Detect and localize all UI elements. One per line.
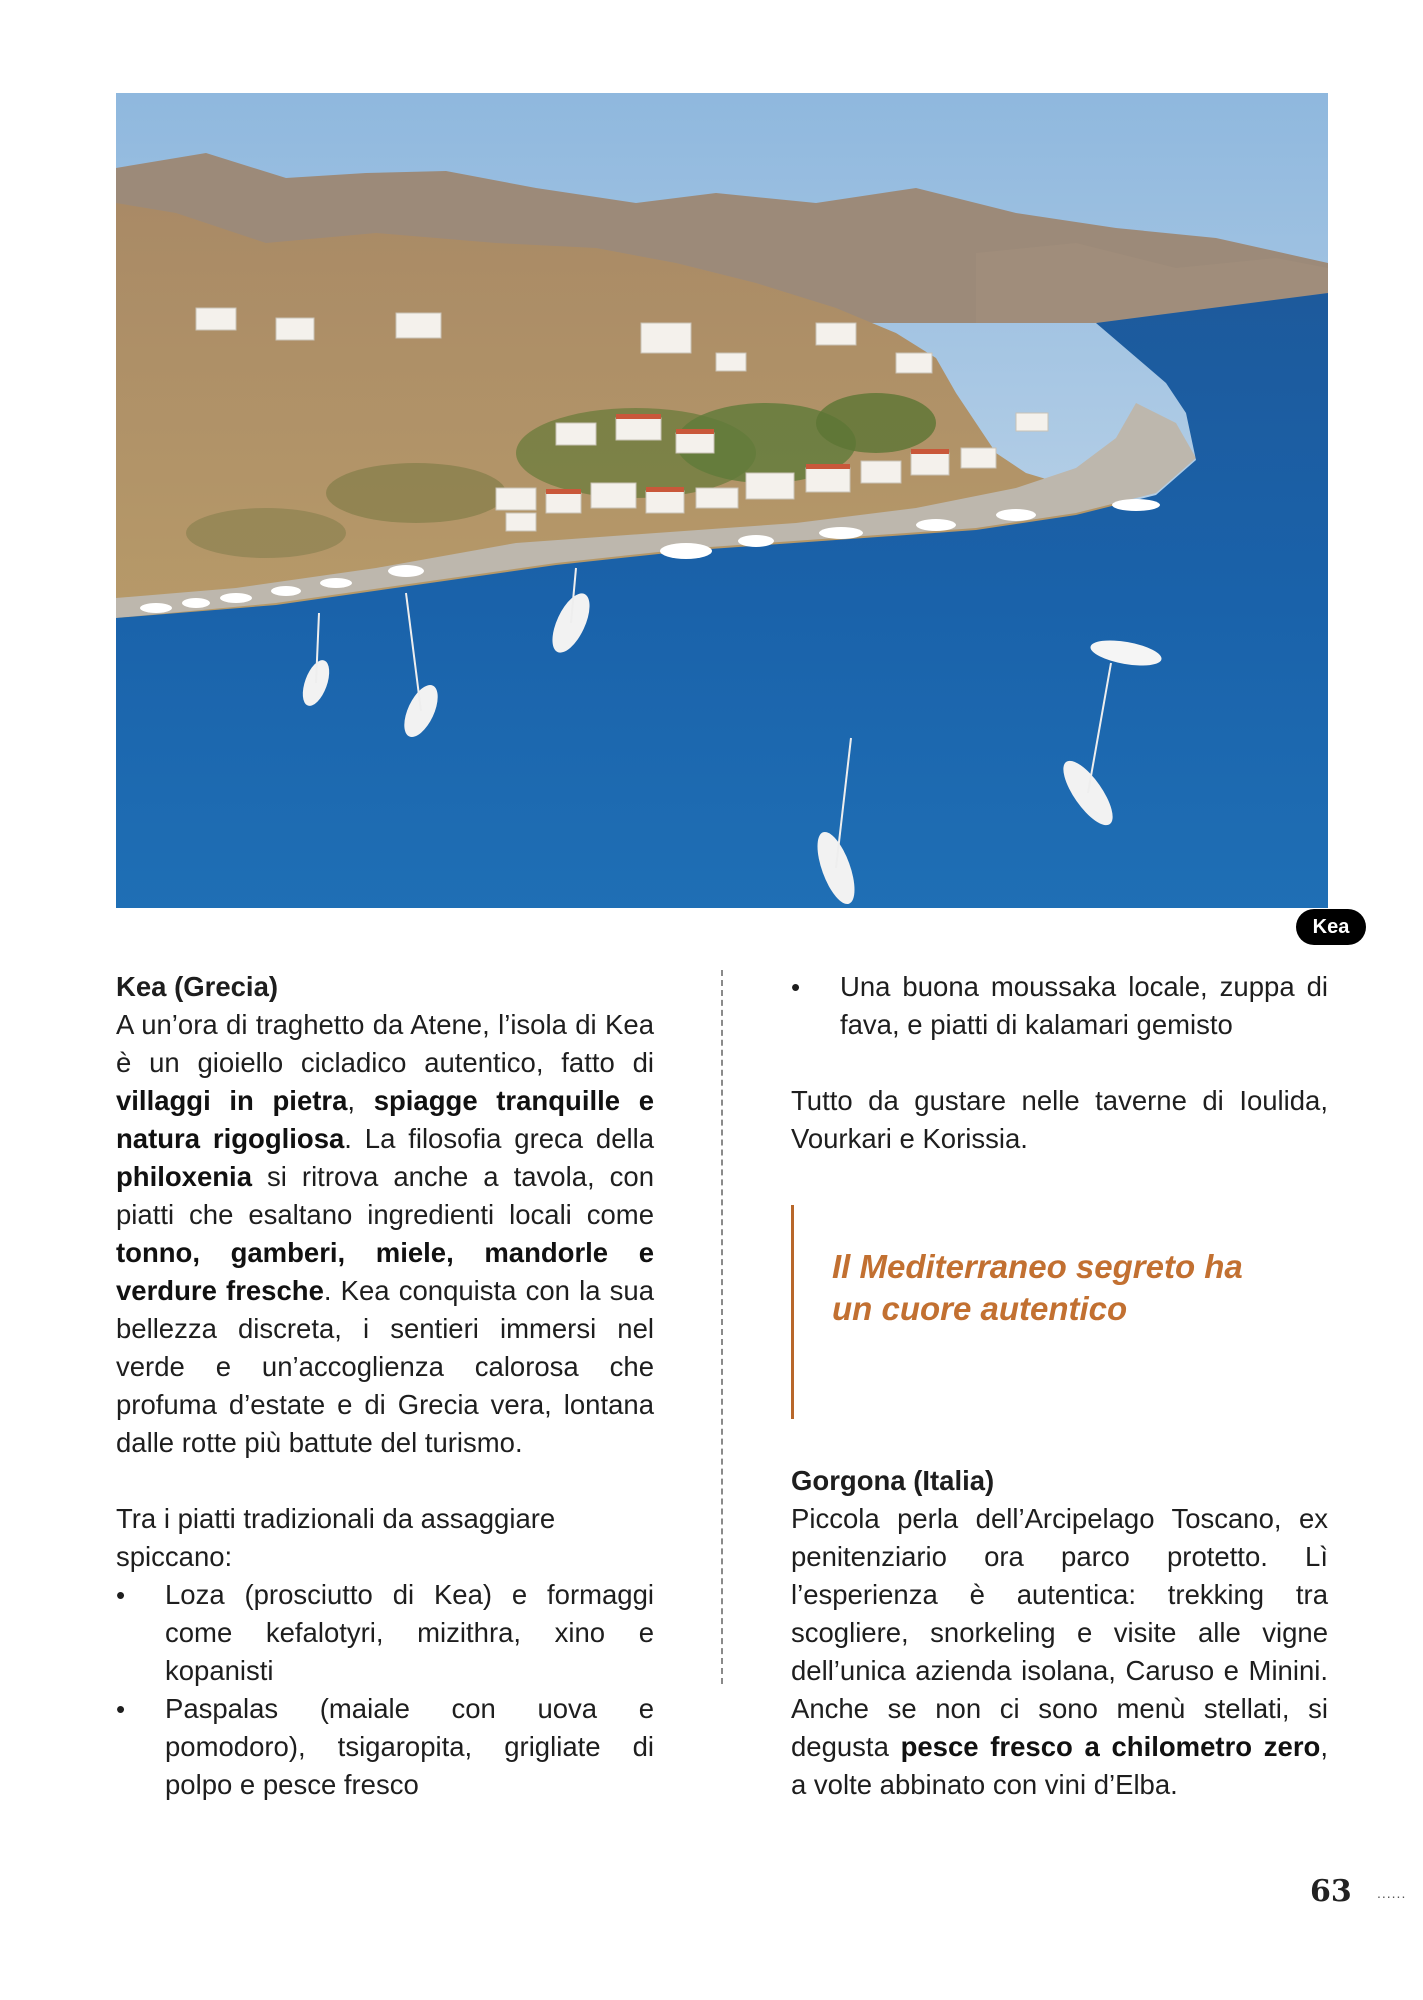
- photo-caption-badge: Kea: [1296, 909, 1366, 945]
- page-number: 63: [1310, 1874, 1352, 1909]
- taverns-paragraph: Tutto da gustare nelle taverne di Ioulida, Vourkari e Korissia.: [791, 1085, 1328, 1154]
- right-column: [791, 968, 1328, 1158]
- kea-heading: Kea (Grecia): [116, 971, 279, 1002]
- list-item: • Paspalas (maiale con uova e pomodoro), tsigaropita, grigliate di polpo e pesce fresco: [116, 1690, 654, 1804]
- kea-dishes-list: [116, 1576, 654, 1804]
- gorgona-section: [791, 1462, 1328, 1804]
- kea-harbour-photo: [116, 93, 1350, 938]
- pull-quote-bar: [791, 1205, 794, 1419]
- left-column: [116, 968, 654, 1804]
- list-item: • Loza (prosciutto di Kea) e formaggi come kefalotyri, mizithra, xino e kopanisti: [116, 1576, 654, 1690]
- gorgona-heading: Gorgona (Italia): [791, 1465, 995, 1496]
- page-number-dots: ......: [1377, 1885, 1407, 1901]
- pull-quote: Il Mediterraneo segreto ha un cuore autentico: [832, 1248, 1243, 1327]
- column-divider: [721, 970, 723, 1684]
- list-item: • Una buona moussaka locale, zuppa di fava, e piatti di kalamari gemisto: [791, 968, 1328, 1044]
- gorgona-paragraph: Piccola perla dell’Arcipelago Toscano, ex penitenziario ora parco protetto. Lì l’esperienza è autentica: trekking tra scogliere, snorkeling e visite alle vigne dell’unica azienda isolana, Caruso e Minini. Anche se non ci sono menù stellati, si degusta pesce fresco a chilometro zero, a volte abbinato con vini d’Elba.: [791, 1503, 1328, 1800]
- kea-dishes-list-continued: [791, 968, 1328, 1044]
- dishes-intro: Tra i piatti tradizionali da assaggiare spiccano:: [116, 1503, 556, 1572]
- kea-intro-paragraph: A un’ora di traghetto da Atene, l’isola di Kea è un gioiello cicladico autentico, fatto di villaggi in pietra, spiagge tranquille e natura rigogliosa. La filosofia greca della philoxenia si ritrova anche a tavola, con piatti che esaltano ingredienti locali come tonno, gamberi, miele, mandorle e verdure fresche. Kea conquista con la sua bellezza discreta, i sentieri immersi nel verde e un’accoglienza calorosa che profuma d’estate e di Grecia vera, lontana dalle rotte più battute del turismo.: [116, 1009, 655, 1458]
